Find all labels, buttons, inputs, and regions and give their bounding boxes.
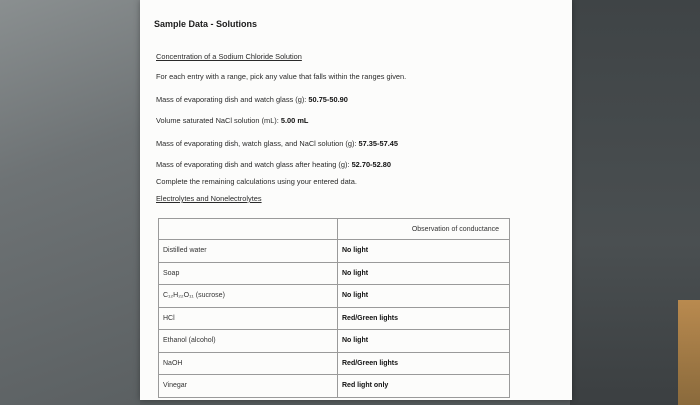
field-dish-mass bbox=[156, 95, 348, 104]
field-solution-mass bbox=[156, 139, 398, 148]
table-row bbox=[159, 285, 510, 308]
substance-cell: Distilled water bbox=[159, 240, 338, 263]
section-heading-electrolytes: Electrolytes and Nonelectrolytes bbox=[156, 194, 262, 203]
field-label: Mass of evaporating dish and watch glass (g): bbox=[156, 95, 307, 104]
table-row bbox=[159, 240, 510, 263]
observation-cell: Red/Green lights bbox=[338, 307, 510, 330]
table-row bbox=[159, 307, 510, 330]
table-row bbox=[159, 352, 510, 375]
document-page bbox=[140, 0, 572, 400]
substance-cell: HCl bbox=[159, 307, 338, 330]
field-value: 52.70-52.80 bbox=[351, 160, 392, 169]
observation-cell: Red/Green lights bbox=[338, 352, 510, 375]
field-value: 5.00 mL bbox=[280, 116, 309, 125]
field-value: 50.75-50.90 bbox=[308, 95, 348, 104]
observation-cell: No light bbox=[338, 262, 510, 285]
field-label: Volume saturated NaCl solution (mL): bbox=[156, 116, 279, 125]
conductance-table bbox=[158, 218, 510, 398]
field-after-heating bbox=[156, 160, 391, 169]
substance-cell: NaOH bbox=[159, 352, 338, 375]
observation-cell: No light bbox=[338, 240, 510, 263]
field-label: Mass of evaporating dish and watch glass after heating (g): bbox=[156, 160, 350, 169]
field-value: 57.35-57.45 bbox=[358, 139, 398, 148]
table-row bbox=[159, 375, 510, 398]
background-desk-edge bbox=[678, 300, 700, 405]
table-row bbox=[159, 330, 510, 353]
table-row bbox=[159, 262, 510, 285]
field-label: Mass of evaporating dish, watch glass, and NaCl solution (g): bbox=[156, 139, 357, 148]
background-left bbox=[0, 0, 140, 405]
substance-cell: Vinegar bbox=[159, 375, 338, 398]
table-header-empty bbox=[159, 219, 338, 240]
page-title: Sample Data - Solutions bbox=[154, 19, 258, 29]
observation-cell: No light bbox=[338, 330, 510, 353]
table-header-row bbox=[159, 219, 510, 240]
substance-cell: C₁₂H₂₂O₁₁ (sucrose) bbox=[159, 285, 338, 308]
complete-note: Complete the remaining calculations using your entered data. bbox=[156, 177, 357, 186]
section-heading-concentration: Concentration of a Sodium Chloride Solution bbox=[156, 52, 302, 61]
observation-cell: No light bbox=[338, 285, 510, 308]
table-header-observation: Observation of conductance bbox=[338, 219, 510, 240]
substance-cell: Ethanol (alcohol) bbox=[159, 330, 338, 353]
instructions-text: For each entry with a range, pick any value that falls within the ranges given. bbox=[156, 72, 407, 81]
observation-cell: Red light only bbox=[338, 375, 510, 398]
field-volume bbox=[156, 116, 308, 125]
substance-cell: Soap bbox=[159, 262, 338, 285]
